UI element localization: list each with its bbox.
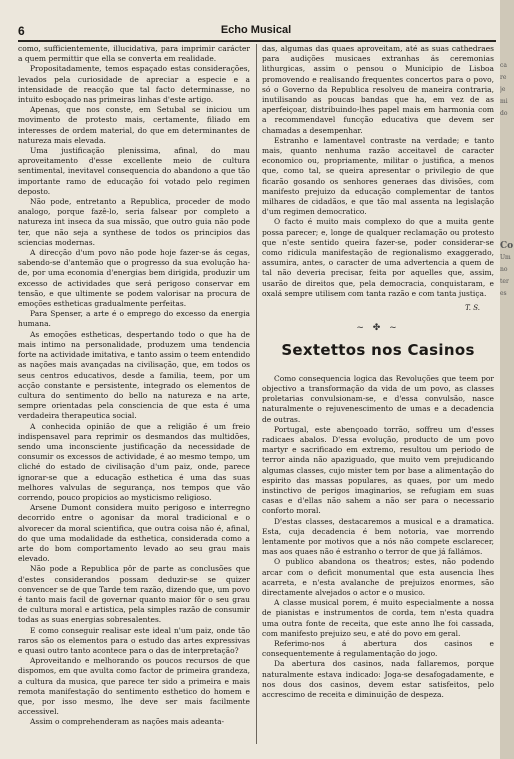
left-column [18,44,250,744]
side-fragment: je [500,86,506,93]
author-signature: T. S. [465,304,480,313]
paragraph: E como conseguir realisar este ideal n'um paiz, onde tão raros são os elementos para o estudo das artes expressivas e quasi outro tanto acontece para o das de interpretação? [18,625,250,655]
paragraph: A conhecida opinião de que a religião é um freio indispensavel para reprimir os desmandos das multidões, sendo uma inconsciente justificação da necessidade de consumir os excessos de actividade, é ao mesmo tempo, um cliché do estado de civilisação d'um paiz, onde, parece ignorar-se que a educação esthetica é uma das suas melhores valvulas de segurança, nos tempos que vão correndo, pouco propicios ao mysticismo religioso. [18,421,250,502]
page-header [18,24,494,38]
paragraph: A classe musical porem, é muito especialmente a nossa de pianistas e instrumentos de corda, tem n'esta quadra uma outra fonte de receita, que este anno lhe foi cassada, com manifesto prejuizo seu, e até do povo em geral. [262,598,494,638]
page-number: 6 [18,24,25,38]
right-column [262,44,494,744]
paragraph: Não pode a Republica pôr de parte as conclusões que d'estes considerandos possam deduzir-se se quizer convencer se de que Tarde tem razão, dizendo que, um povo é tanto mais facil de governar quanto maior fôr o seu grau de cultura moral e artistica, pela simples razão de consumir todas as suas energias sobresalentes. [18,564,250,625]
article-title: Sextettos nos Casinos [281,341,475,360]
side-fragment: re [500,74,507,81]
paragraph: das, algumas das quaes aproveitam, até as suas cathedraes para audições musicaes extranhas ás ceremonias lithurgicas, assim o pensou o Municipio de Lisboa promovendo e realisando frequentes concertos para o povo, só o Governo da Republica resolveu de maneira contraria, inutilisando as poucas bandas que ha, em vez de as aperfeiçoar, distribuindo-lhes papel mais em harmonia com a recommendavel funcção educativa que devem ser chamadas a desempenhar. [262,44,494,135]
paragraph: Para Spenser, a arte é o emprego do excesso da energia humana. [18,309,250,329]
paragraph: Como consequencia logica das Revoluções que teem por objectivo a transformação da vida de um povo, as classes proletarias convulsionam-se, e d'essa convulsão, nasce naturalmente o rejuvenescimento de umas e a decadencia de outras. [262,373,494,424]
paragraph: D'estas classes, destacaremos a musical e a dramatica. Esta, cuja decadencia é bem notoria, vae morrendo lentamente por motivos que a nós não compete esclarecer, mas aos quaes não é estranho o terror de que já fallámos. [262,516,494,557]
adjacent-page-edge [500,0,514,759]
side-fragment: mi [500,98,508,105]
paragraph: Apenas, que nos conste, em Setubal se iniciou um movimento de protesto mais, certamente, filiado em interesses de ordem material, do que em determinantes de natureza mais elevada. [18,105,250,145]
header-rule [18,40,496,42]
side-fragment: ter [500,278,509,285]
section-ornament: ~ ✤ ~ [356,323,400,334]
paragraph: como, sufficientemente, illucidativa, para imprimir carácter a quem permittir que ella se converta em realidade. [18,44,250,64]
paragraph: Portugal, este abençoado torrão, soffreu um d'esses radicaes abalos. D'essa evolução, producto de um povo martyr e sacrificado em extremo, resultou um periodo de terror ainda não apaziguado, que muito vem prejudicando algumas classes, cujo mister tem por base a alimentação do espirito das massas populares, as quaes, por um medo instinctivo de perigos imaginarios, se refugiam em suas casas e d'ellas não sahem a não ser para o necessario conforto moral. [262,424,494,516]
paragraph: Não pode, entretanto a Republica, proceder de modo analogo, porque fazê-lo, seria falsear por completo a natureza int inseca da sua missão, que outro guia não pode ter, que não seja a synthese de todos os principios das sciencias modernas. [18,197,250,247]
side-fragment: Um [500,254,511,261]
paragraph: Referimo-nos á abertura dos casinos e consequentemente á regulamentação do jogo. [262,638,494,659]
journal-title: Echo Musical [220,24,292,36]
side-fragment: ca [500,62,507,69]
paragraph: O publico abandona os theatros; estes, não podendo arcar com o deficit monumental que esta ausencia lhes acarreta, e n'esta avalanche de prejuizos enormes, são directamente alvejados o actor e o musico. [262,557,494,597]
paragraph: Arsene Dumont considera muito perigoso e interregno decorrido entre o agonisar da moral tradicional e o alvorecer da moral scientifica, que outra coisa não é, afinal, do que uma modalidade da esthetica, considerada como a arte do bom comportamento levado ao seu grau mais elevado. [18,503,250,564]
paragraph: Uma justificação plenissima, afinal, do mau aproveitamento d'esse excellente meio de cultura sentimental, inevitavel consequencia do abandono a que tão importante ramo de educação foi votado pelo regimen deposto. [18,146,250,196]
paragraph: O facto é muito mais complexo do que a muita gente possa parecer; e, longe de qualquer reclamação ou protesto que n'este sentido queira fazer-se, poder considerar-se como ridicula manifestação de regionalismo exaggerado, assumira, antes, o caracter de uma advertencia a quem de tal não deveria precisar, feita por aquelles que, assim, usarão de direitos que, pela democracia, conquistaram, e oxalá sempre utilisem com tanta razão e com tanta justiça. [262,217,494,298]
paragraph: Aproveitando e melhorando os poucos recursos de que dispomos, em que avulta como factor de primeira grandeza, a cultura da musica, que parece ter sido a primeira e mais remota manifestação do sentimento esthetico do homem e que, por isso mesmo, lhe deve ser mais facilmente accessivel. [18,656,250,717]
side-fragment: Co [500,241,514,251]
paragraph: As emoções estheticas, despertando todo o que ha de mais intimo na personalidade, produzem uma tendencia forte na actividade imitativa, e tanto assim o teem entendido as nações mais avançadas na civilisação, que, em todos os seus centros educativos, desde a familia, teem, por um acção constante e persistente, integrado os elementos de cultura do sentimento do bello na natureza e na arte, sempre orientadas pela consciencia de que esta é uma verdadeira therapeutica social. [18,329,250,421]
side-fragment: no [500,266,508,273]
paragraph: Propositadamente, temos espaçado estas considerações, levados pela curiosidade de apreciar a especie e a intensidade de reacção que tal facto determinasse, no intuito esboçado nas primeiras linhas d'este artigo. [18,64,250,105]
paragraph: A direcção d'um povo não pode hoje fazer-se ás cegas, sabendo-se d'antemão que o progresso da sua evolução ha-de, por uma economia d'energias bem dirigida, produzir um excesso de actividades que será perigoso conservar em tensão, e que ultimente se podem valorisar na procura de emoções estheticas gradualmente perfeitas. [18,248,250,309]
side-fragment: es [500,290,507,297]
column-divider [256,44,257,744]
paragraph: Estranho e lamentavel contraste na verdade; e tanto mais, quanto nenhuma razão acceitavel de caracter economico ou, propriamente, militar o justifica, a menos que, como tal, se queira apresentar o privilegio de que ficarão gosando os senhores generaes das divisões, com manifesto prejuizo da educação complementar de tantos milhares de cidadãos, e que tão mal assenta na legislação d'um regimen democratico. [262,135,494,217]
paragraph: Assim o comprehenderam as nações mais adeanta- [30,717,225,727]
side-fragment: do [500,110,508,117]
paragraph: Da abertura dos casinos, nada fallaremos, porque naturalmente estava indicado: Joga-se desafogadamente, e nos dous dos casinos, devem estar satisfeitos, pelo accrescimo de receita e diminuição de despeza. [262,659,494,699]
